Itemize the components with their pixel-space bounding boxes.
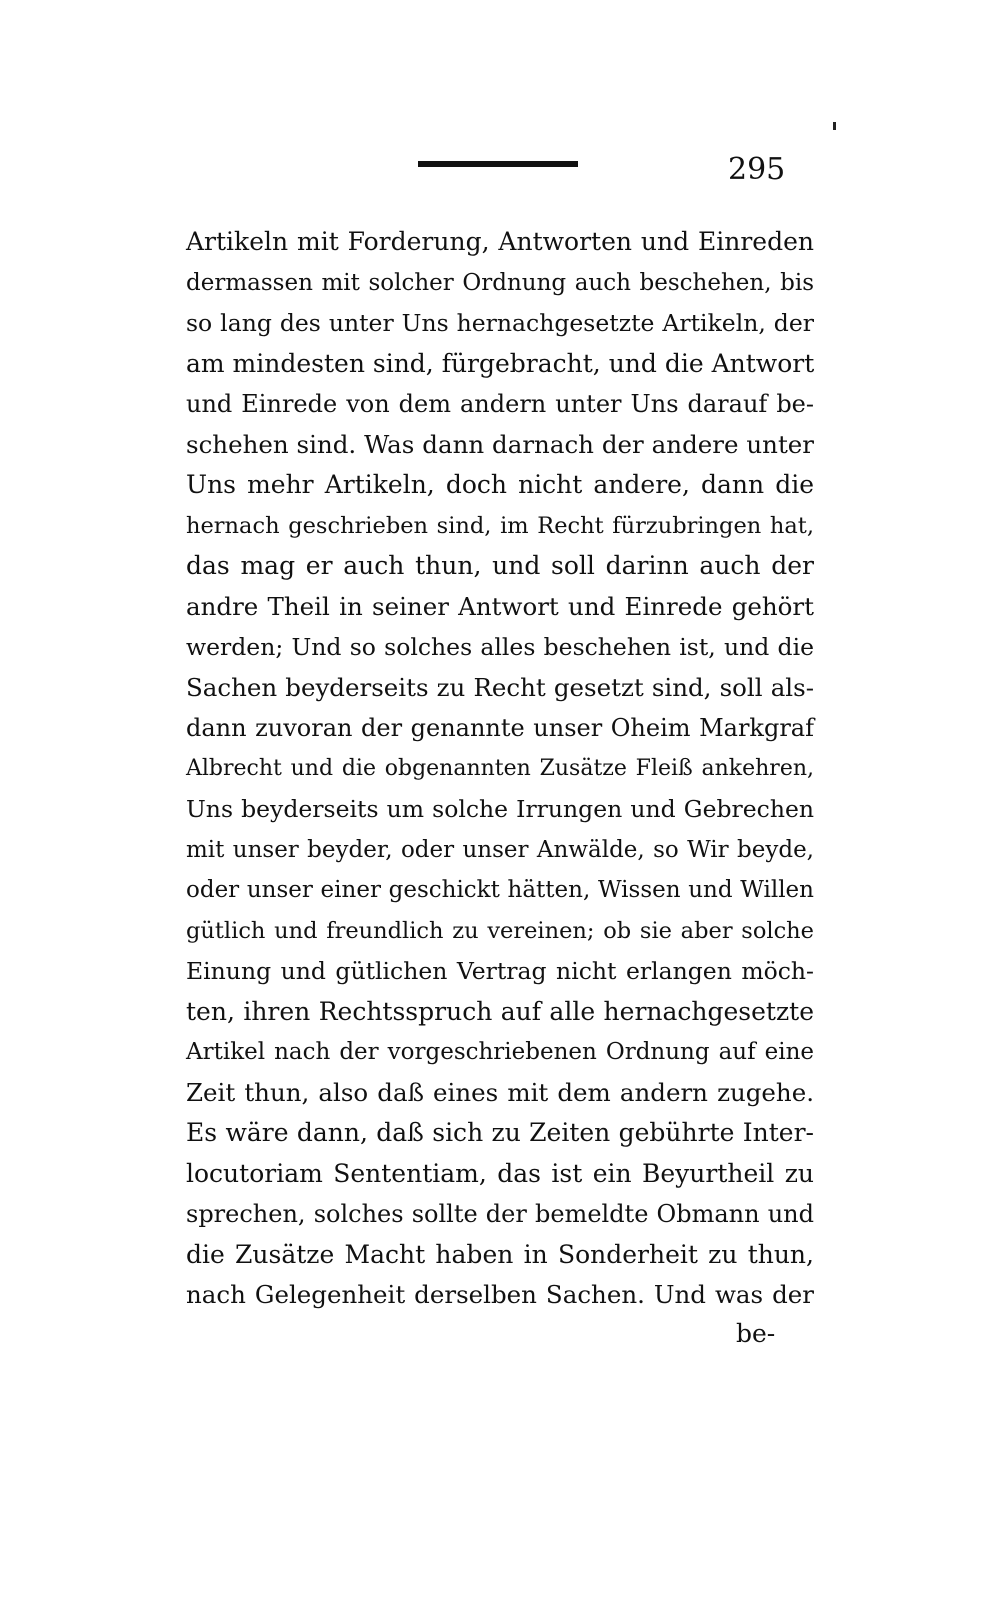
- text-line: locutoriam Sententiam, das ist ein Beyurtheil zu: [186, 1158, 814, 1188]
- text-line: schehen sind. Was dann darnach der andere unter: [186, 429, 814, 459]
- text-line: oder unser einer geschickt hätten, Wissen und Willen: [186, 877, 814, 903]
- text-line: dann zuvoran der genannte unser Oheim Markgraf: [186, 714, 814, 742]
- text-line: Artikel nach der vorgeschriebenen Ordnung auf eine: [186, 1039, 814, 1065]
- text-line: dermassen mit solcher Ordnung auch beschehen, bis: [186, 269, 814, 296]
- text-line: mit unser beyder, oder unser Anwälde, so Wir beyde,: [186, 836, 814, 863]
- text-line: andre Theil in seiner Antwort und Einrede gehört: [186, 591, 814, 621]
- text-line: das mag er auch thun, und soll darinn auch der: [186, 551, 814, 580]
- header-rule: [418, 161, 578, 167]
- text-line: sprechen, solches sollte der bemeldte Obmann und: [186, 1200, 814, 1228]
- text-line: Albrecht und die obgenannten Zusätze Fleiß ankehren,: [186, 755, 814, 781]
- catchword: be-: [736, 1319, 776, 1348]
- text-line: ten, ihren Rechtsspruch auf alle hernachgesetzte: [186, 996, 814, 1026]
- text-line: am mindesten sind, fürgebracht, und die Antwort: [186, 348, 815, 378]
- page-number: 295: [728, 152, 786, 187]
- text-line: und Einrede von dem andern unter Uns darauf be-: [186, 390, 814, 418]
- text-line: gütlich und freundlich zu vereinen; ob sie aber solche: [186, 917, 814, 944]
- text-line: so lang des unter Uns hernachgesetzte Artikeln, der: [186, 309, 814, 337]
- text-line: Zeit thun, also daß eines mit dem andern zugehe.: [186, 1077, 814, 1107]
- text-line: Sachen beyderseits zu Recht gesetzt sind, soll als-: [186, 672, 814, 702]
- text-line: die Zusätze Macht haben in Sonderheit zu thun,: [186, 1239, 814, 1269]
- text-line: Es wäre dann, daß sich zu Zeiten gebührte Inter-: [186, 1118, 814, 1147]
- ink-speck: [833, 122, 836, 130]
- text-line: Artikeln mit Forderung, Antworten und Einreden: [186, 227, 814, 256]
- text-line: werden; Und so solches alles beschehen ist, und die: [186, 633, 814, 661]
- text-line: Einung und gütlichen Vertrag nicht erlangen möch-: [186, 957, 814, 985]
- body-text: [186, 222, 814, 1316]
- text-line: Uns beyderseits um solche Irrungen und Gebrechen: [186, 795, 814, 823]
- text-line: hernach geschrieben sind, im Recht fürzubringen hat,: [186, 512, 814, 539]
- text-line: Uns mehr Artikeln, doch nicht andere, dann die: [186, 470, 814, 499]
- text-line: nach Gelegenheit derselben Sachen. Und was der: [186, 1280, 814, 1309]
